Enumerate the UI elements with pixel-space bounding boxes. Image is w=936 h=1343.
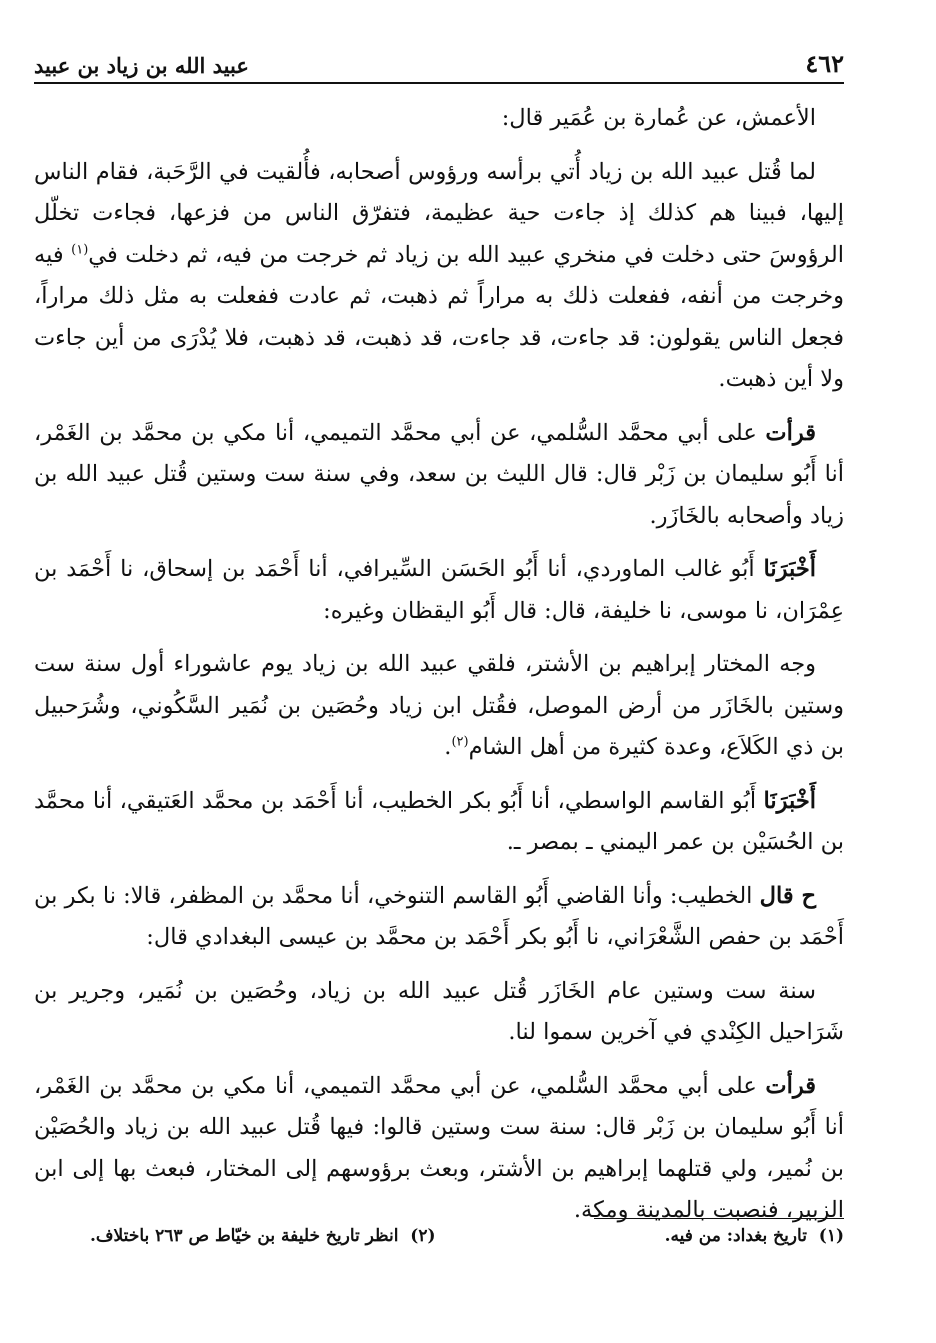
chain-of-transmission: ح قال الخطيب: وأنا القاضي أَبُو القاسم التنوخي، أنا محمَّد بن المظفر، قالا: نا بكر بن أَحْمَد بن حفص الشَّعْرَاني، نا أَبُو بكر أَحْمَد بن محمَّد بن عيسى البغدادي قال: bbox=[34, 882, 844, 950]
footnote-divider bbox=[594, 1218, 844, 1219]
footnote-2: (٢) انظر تاريخ خليفة بن خيّاط ص ٢٦٣ باختلاف. bbox=[90, 1226, 436, 1246]
chain-of-transmission: قرأت على أبي محمَّد السُّلمي، عن أبي محمَّد التميمي، أنا مكي بن محمَّد بن الغَمْر، أنا أَبُو سليمان بن زَبْر قال: سنة ست وستين قالوا: فيها قُتل عبيد الله بن زياد والحُصَيْن بن نُمير، ولي قتلهما إبراهيم بن الأشتر، وبعث برؤوسهم إلى المختار، فبعث بها إلى ابن الزبير، فنصبت بالمدينة ومكة. bbox=[34, 1072, 844, 1223]
isnad-keyword: أَخْبَرَنَا bbox=[763, 556, 816, 582]
footnote-ref-1[interactable]: (١) bbox=[71, 242, 89, 257]
narration-intro: الأعمش، عن عُمارة بن عُمَير قال: bbox=[501, 105, 816, 131]
chain-of-transmission: أَخْبَرَنَا أَبُو القاسم الواسطي، أنا أَبُو بكر الخطيب، أنا أَحْمَد بن محمَّد العَتيقي، أنا محمَّد بن الحُسَيْن بن عمر اليمني ـ بمصر ـ. bbox=[34, 787, 844, 855]
isnad-keyword: أَخْبَرَنَا bbox=[763, 787, 816, 814]
footnotes bbox=[90, 1226, 844, 1246]
running-head bbox=[34, 38, 844, 84]
chain-of-transmission: أَخْبَرَنَا أَبُو غالب الماوردي، أنا أَبُو الحَسَن السِّيرافي، أنا أَحْمَد بن إسحاق، نا أَحْمَد بن عِمْرَان، نا موسى، نا خليفة، قال: قال أَبُو اليقظان وغيره: bbox=[34, 556, 844, 624]
chain-of-transmission: قرأت على أبي محمَّد السُّلمي، عن أبي محمَّد التميمي، أنا مكي بن محمَّد بن الغَمْر، أنا أَبُو سليمان بن زَبْر قال: قال الليث بن سعد، وفي سنة ست وستين قُتل عبيد الله بن زياد وأصحابه بالخَازَر. bbox=[34, 419, 844, 529]
isnad-keyword: قرأت bbox=[765, 419, 816, 446]
footnote-1: (١) تاريخ بغداد: من فيه. bbox=[664, 1226, 844, 1246]
page-number: ٤٦٢ bbox=[805, 49, 844, 78]
narration-text: لما قُتل عبيد الله بن زياد أُتي برأسه ورؤوس أصحابه، فأُلقيت في الرَّحَبة، فقام الناس إليها، فبينا هم كذلك إذ جاءت حية عظيمة، فتفرّق الناس من فزعها، فجاءت تخلّل الرؤوسَ حتى دخلت في منخري عبيد الله بن زياد ثم خرجت من فيه، ثم دخلت في$^{(١)}$ فيه وخرجت من أنفه، ففعلت ذلك به مراراً ثم ذهبت، ثم عادت ففعلت به مثل ذلك مراراً، فجعل الناس يقولون: قد جاءت، قد جاءت، قد ذهبت، قد ذهبت، فلا يُدْرَى من أين جاءت ولا أين ذهبت. bbox=[34, 158, 845, 392]
narration-text: وجه المختار إبراهيم بن الأشتر، فلقي عبيد الله بن زياد يوم عاشوراء أول سنة ست وستين بالخَازَر من أرض الموصل، فقُتل ابن زياد وحُصَين بن نُمَير السَّكُوني، وشُرَحبيل بن ذي الكَلاَع، وعدة كثيرة من أهل الشام$^{(٢)}$. bbox=[34, 651, 844, 760]
running-title: عبيد الله بن زياد بن عبيد bbox=[34, 53, 249, 78]
narration-text: سنة ست وستين عام الخَازَر قُتل عبيد الله بن زياد، وحُصَين بن نُمَير، وجرير بن شَرَاحيل الكِنْدي في آخرين سموا لنا. bbox=[34, 977, 844, 1045]
main-text bbox=[34, 98, 844, 1232]
isnad-keyword: قرأت bbox=[765, 1072, 816, 1099]
footnote-ref-2[interactable]: (٢) bbox=[451, 734, 469, 750]
isnad-keyword: ح قال bbox=[759, 882, 816, 909]
